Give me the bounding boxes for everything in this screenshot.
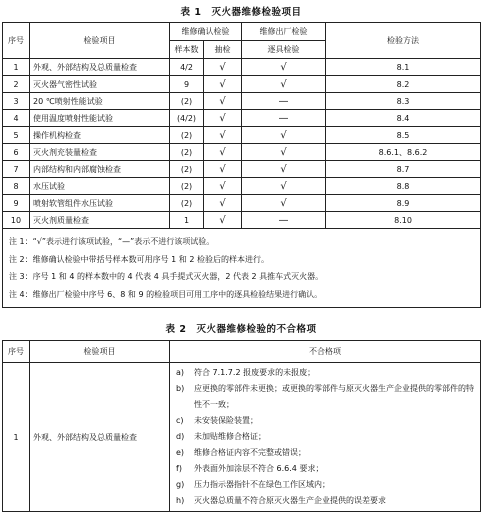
row-sampling-mark: √ xyxy=(204,161,242,178)
row-sampling-mark: √ xyxy=(204,127,242,144)
row-sampling-mark: √ xyxy=(204,93,242,110)
row-seq: 10 xyxy=(3,212,30,229)
row-seq: 2 xyxy=(3,76,30,93)
t2-nonconformity-list xyxy=(170,363,481,512)
table-row xyxy=(3,161,481,178)
nonconformity-table xyxy=(2,340,481,512)
header-seq: 序号 xyxy=(3,23,30,59)
header-factory-inspection: 维修出厂检验 xyxy=(242,23,326,41)
note-4: 注 4：维修出厂检验中序号 6、8 和 9 的检验项目可用工序中的逐具检验结果进行确认。 xyxy=(9,289,323,299)
note-1: 注 1：“√”表示进行该项试验，“—”表示不进行该项试验。 xyxy=(9,237,215,246)
row-each-unit-mark: √ xyxy=(242,195,326,212)
list-item xyxy=(176,493,474,509)
list-item xyxy=(176,365,474,381)
row-item: 操作机构检查 xyxy=(30,127,170,144)
row-method: 8.7 xyxy=(326,161,481,178)
row-each-unit-mark: √ xyxy=(242,144,326,161)
row-item: 灭火剂充装量检查 xyxy=(30,144,170,161)
list-item xyxy=(176,461,474,477)
table-row xyxy=(3,144,481,161)
list-item-marker: h) xyxy=(176,496,185,505)
table-row xyxy=(3,76,481,93)
row-seq: 6 xyxy=(3,144,30,161)
header-method: 检验方法 xyxy=(326,23,481,59)
t2-header-seq: 序号 xyxy=(3,341,30,363)
row-method: 8.6.1、8.6.2 xyxy=(326,144,481,161)
list-item-marker: g) xyxy=(176,480,185,489)
row-seq: 3 xyxy=(3,93,30,110)
row-each-unit-mark: — xyxy=(242,212,326,229)
row-item: 水压试验 xyxy=(30,178,170,195)
table-row xyxy=(3,178,481,195)
list-item-marker: b) xyxy=(176,384,185,393)
row-each-unit-mark: √ xyxy=(242,59,326,76)
table-row xyxy=(3,93,481,110)
row-sample-count: (2) xyxy=(170,195,204,212)
row-sampling-mark: √ xyxy=(204,195,242,212)
list-item xyxy=(176,413,474,429)
table-row xyxy=(3,212,481,229)
row-seq: 4 xyxy=(3,110,30,127)
row-method: 8.5 xyxy=(326,127,481,144)
list-item-text: 维修合格证内容不完整或错误； xyxy=(194,448,306,457)
table-row xyxy=(3,59,481,76)
row-seq: 5 xyxy=(3,127,30,144)
row-each-unit-mark: — xyxy=(242,110,326,127)
note-3: 注 3：序号 1 和 4 的样本数中的 4 代表 4 具手提式灭火器，2 代表 2 具推车式灭火器。 xyxy=(9,272,324,281)
row-method: 8.8 xyxy=(326,178,481,195)
row-sample-count: (2) xyxy=(170,161,204,178)
t2-header-item: 检验项目 xyxy=(30,341,170,363)
row-each-unit-mark: √ xyxy=(242,76,326,93)
row-method: 8.9 xyxy=(326,195,481,212)
header-item: 检验项目 xyxy=(30,23,170,59)
header-sample-count: 样本数 xyxy=(170,41,204,59)
list-item xyxy=(176,429,474,445)
list-item-text: 压力指示器指针不在绿色工作区域内； xyxy=(194,480,330,489)
row-seq: 9 xyxy=(3,195,30,212)
row-sample-count: (4/2) xyxy=(170,110,204,127)
list-item-marker: d) xyxy=(176,432,185,441)
row-each-unit-mark: √ xyxy=(242,178,326,195)
list-item-text: 外表面外加涂层不符合 6.6.4 要求； xyxy=(194,464,324,473)
list-item-text: 应更换的零部件未更换；或更换的零部件与原灭火器生产企业提供的零部件的特性不一致； xyxy=(194,384,474,409)
row-sample-count: 9 xyxy=(170,76,204,93)
table2-caption: 表 2 灭火器维修检验的不合格项 xyxy=(165,324,317,335)
row-sample-count: (2) xyxy=(170,144,204,161)
row-item: 灭火器气密性试验 xyxy=(30,76,170,93)
row-sampling-mark: √ xyxy=(204,59,242,76)
row-each-unit-mark: √ xyxy=(242,127,326,144)
row-item: 外观、外部结构及总质量检查 xyxy=(30,59,170,76)
row-method: 8.10 xyxy=(326,212,481,229)
row-method: 8.1 xyxy=(326,59,481,76)
row-seq: 7 xyxy=(3,161,30,178)
row-sample-count: 4/2 xyxy=(170,59,204,76)
table-row xyxy=(3,110,481,127)
row-sample-count: (2) xyxy=(170,178,204,195)
list-item-text: 未安装保险装置； xyxy=(194,416,258,425)
header-confirm-inspection: 维修确认检验 xyxy=(170,23,242,41)
inspection-items-table xyxy=(2,22,481,308)
table1-caption: 表 1 灭火器维修检验项目 xyxy=(180,7,302,18)
row-sample-count: 1 xyxy=(170,212,204,229)
list-item-text: 灭火器总质量不符合原灭火器生产企业提供的误差要求 xyxy=(194,496,386,505)
row-sampling-mark: √ xyxy=(204,110,242,127)
row-sample-count: (2) xyxy=(170,127,204,144)
row-seq: 8 xyxy=(3,178,30,195)
header-sampling: 抽检 xyxy=(204,41,242,59)
row-item: 内部结构和内部腐蚀检查 xyxy=(30,161,170,178)
row-method: 8.4 xyxy=(326,110,481,127)
row-seq: 1 xyxy=(3,59,30,76)
list-item xyxy=(176,381,474,413)
table-row xyxy=(3,363,481,512)
t2-row-seq: 1 xyxy=(3,363,30,512)
list-item-marker: a) xyxy=(176,368,185,377)
list-item xyxy=(176,477,474,493)
row-sampling-mark: √ xyxy=(204,76,242,93)
note-2: 注 2：维修确认检验中带括号样本数可用序号 1 和 2 检验后的样本进行。 xyxy=(9,254,269,264)
row-item: 20 ℃喷射性能试验 xyxy=(30,93,170,110)
list-item-marker: f) xyxy=(176,464,182,473)
row-sampling-mark: √ xyxy=(204,178,242,195)
list-item-marker: c) xyxy=(176,416,184,425)
list-item-text: 未加贴维修合格证； xyxy=(194,432,266,441)
row-sample-count: (2) xyxy=(170,93,204,110)
t2-row-item: 外观、外部结构及总质量检查 xyxy=(30,363,170,512)
header-each-unit: 逐具检验 xyxy=(242,41,326,59)
table-row xyxy=(3,195,481,212)
row-sampling-mark: √ xyxy=(204,212,242,229)
t2-header-nonconformity: 不合格项 xyxy=(170,341,481,363)
row-each-unit-mark: — xyxy=(242,93,326,110)
row-item: 喷射软管组件水压试验 xyxy=(30,195,170,212)
row-sampling-mark: √ xyxy=(204,144,242,161)
list-item xyxy=(176,445,474,461)
table-row xyxy=(3,127,481,144)
row-method: 8.2 xyxy=(326,76,481,93)
row-item: 灭火剂质量检查 xyxy=(30,212,170,229)
row-item: 使用温度喷射性能试验 xyxy=(30,110,170,127)
table1-notes xyxy=(3,229,481,308)
list-item-marker: e) xyxy=(176,448,185,457)
row-each-unit-mark: √ xyxy=(242,161,326,178)
row-method: 8.3 xyxy=(326,93,481,110)
list-item-text: 符合 7.1.7.2 报废要求的未报废； xyxy=(194,368,316,377)
